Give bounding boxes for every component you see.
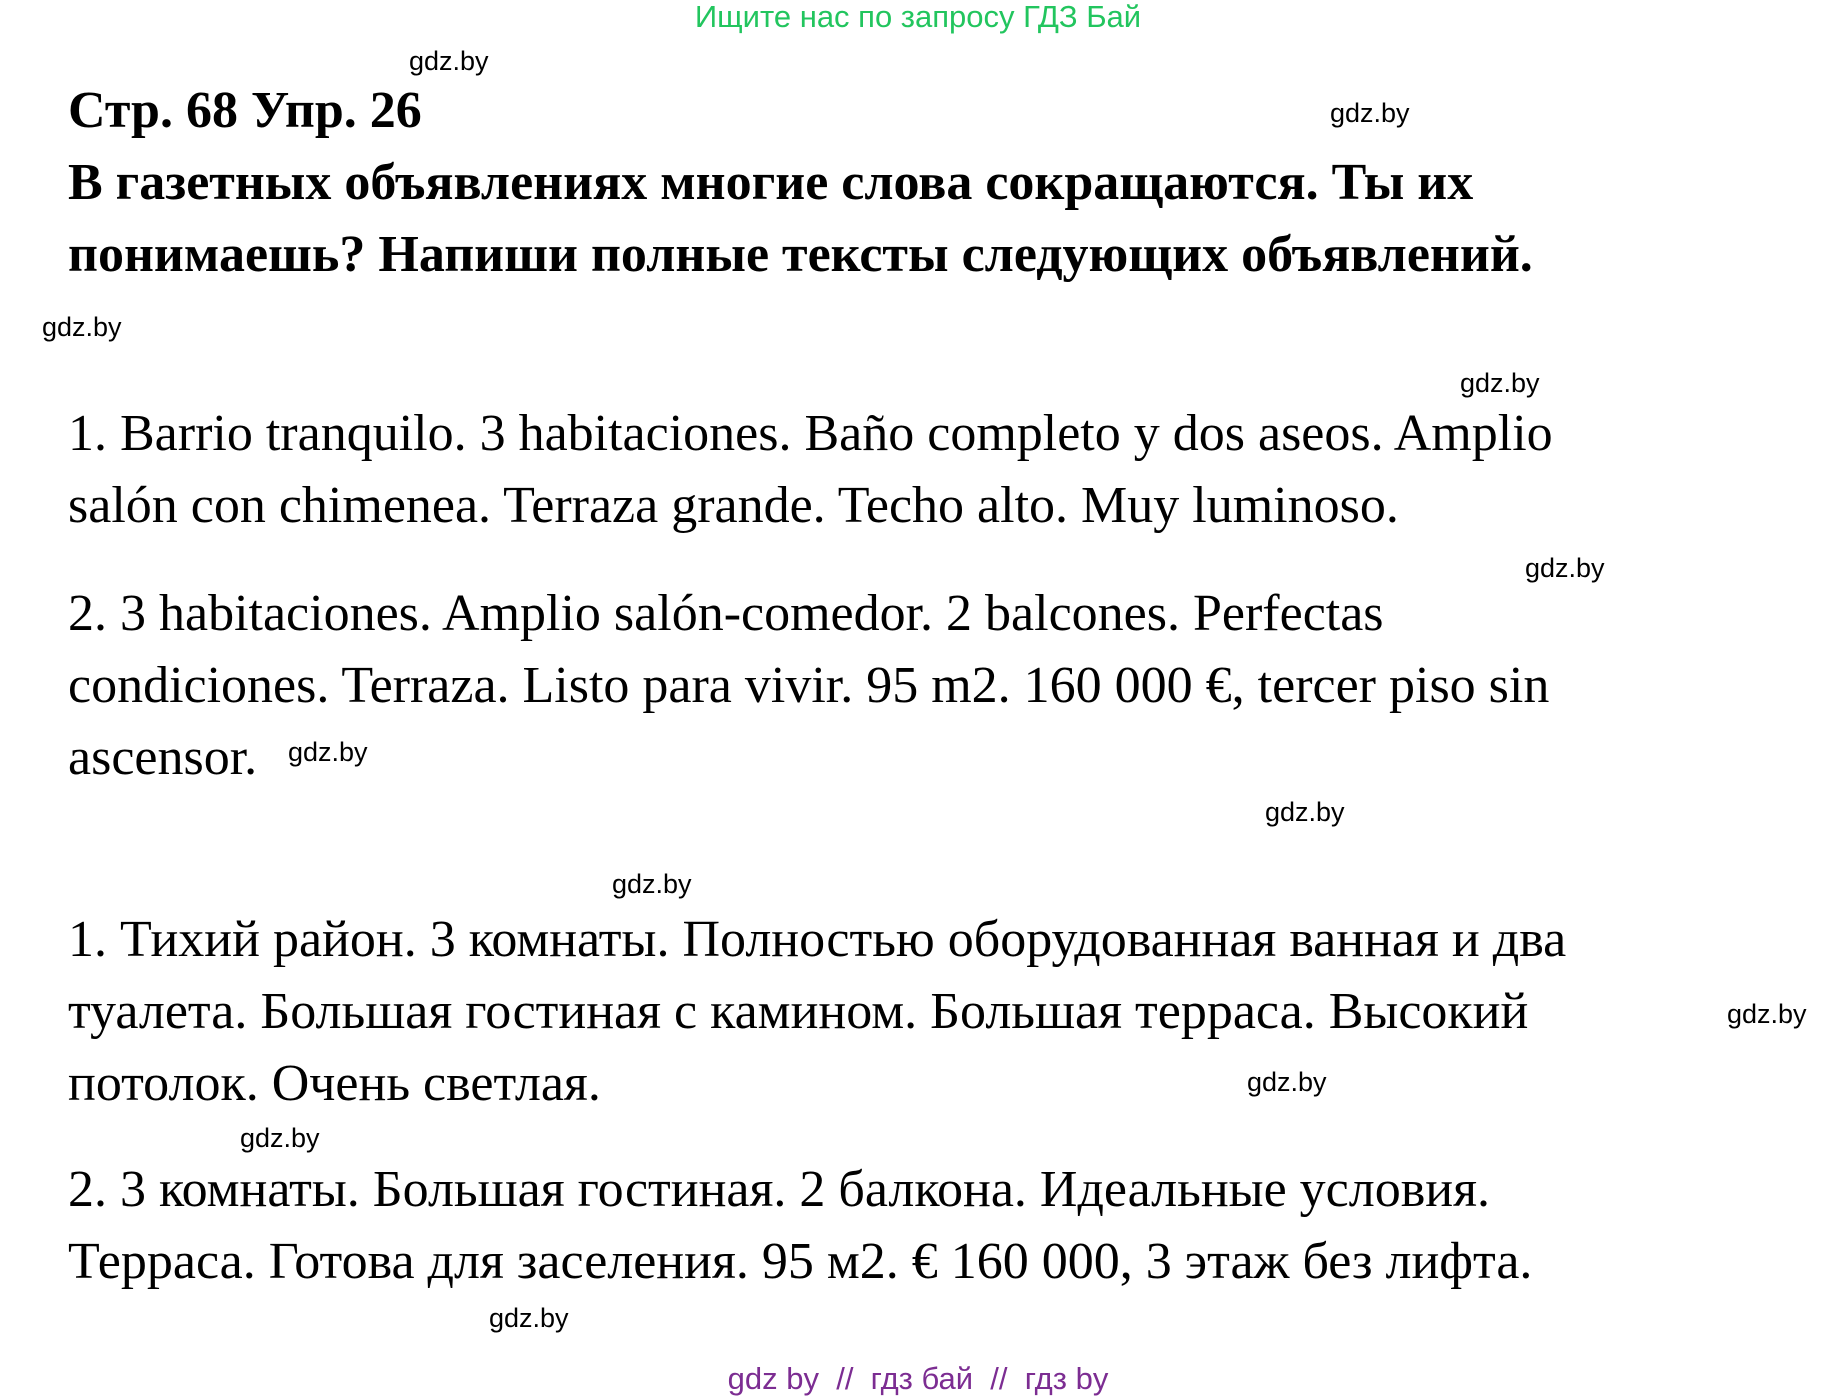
- russian-ad-1-line-1: 1. Тихий район. 3 комнаты. Полностью оборудованная ванная и два: [68, 911, 1567, 968]
- russian-ad-2-line-1: 2. 3 комнаты. Большая гостиная. 2 балкона. Идеальные условия.: [68, 1161, 1491, 1218]
- watermark: gdz.by: [42, 312, 122, 342]
- task-line-1: В газетных объявлениях многие слова сокращаются. Ты их: [68, 154, 1474, 211]
- watermark: gdz.by: [612, 869, 692, 899]
- watermark: gdz.by: [288, 737, 368, 767]
- footer-links[interactable]: gdz by // гдз бай // гдз by: [727, 1361, 1109, 1396]
- russian-ad-2-line-2: Терраса. Готова для заселения. 95 м2. € 160 000, 3 этаж без лифта.: [68, 1233, 1533, 1290]
- spanish-ad-2-line-2: condiciones. Terraza. Listo para vivir. 95 m2. 160 000 €, tercer piso sin: [68, 657, 1550, 714]
- watermark: gdz.by: [1460, 368, 1540, 398]
- watermark: gdz.by: [1330, 98, 1410, 128]
- watermark: gdz.by: [409, 46, 489, 76]
- spanish-ad-1-line-1: 1. Barrio tranquilo. 3 habitaciones. Baño completo y dos aseos. Amplio: [68, 405, 1553, 462]
- russian-ad-1-line-2: туалета. Большая гостиная с камином. Большая терраса. Высокий: [68, 983, 1529, 1040]
- watermark: gdz.by: [1525, 553, 1605, 583]
- watermark: gdz.by: [1265, 797, 1345, 827]
- search-banner[interactable]: Ищите нас по запросу ГДЗ Бай: [694, 0, 1142, 34]
- watermark: gdz.by: [489, 1303, 569, 1333]
- russian-ad-1-line-3: потолок. Очень светлая.: [68, 1055, 601, 1112]
- task-line-2: понимаешь? Напиши полные тексты следующих объявлений.: [68, 226, 1533, 283]
- watermark: gdz.by: [1727, 999, 1807, 1029]
- watermark: gdz.by: [240, 1123, 320, 1153]
- spanish-ad-2-line-1: 2. 3 habitaciones. Amplio salón-comedor. 2 balcones. Perfectas: [68, 585, 1384, 642]
- page-title: Стр. 68 Упр. 26: [68, 82, 422, 139]
- spanish-ad-2-line-3: ascensor.: [68, 729, 258, 786]
- spanish-ad-1-line-2: salón con chimenea. Terraza grande. Techo alto. Muy luminoso.: [68, 477, 1399, 534]
- watermark: gdz.by: [1247, 1067, 1327, 1097]
